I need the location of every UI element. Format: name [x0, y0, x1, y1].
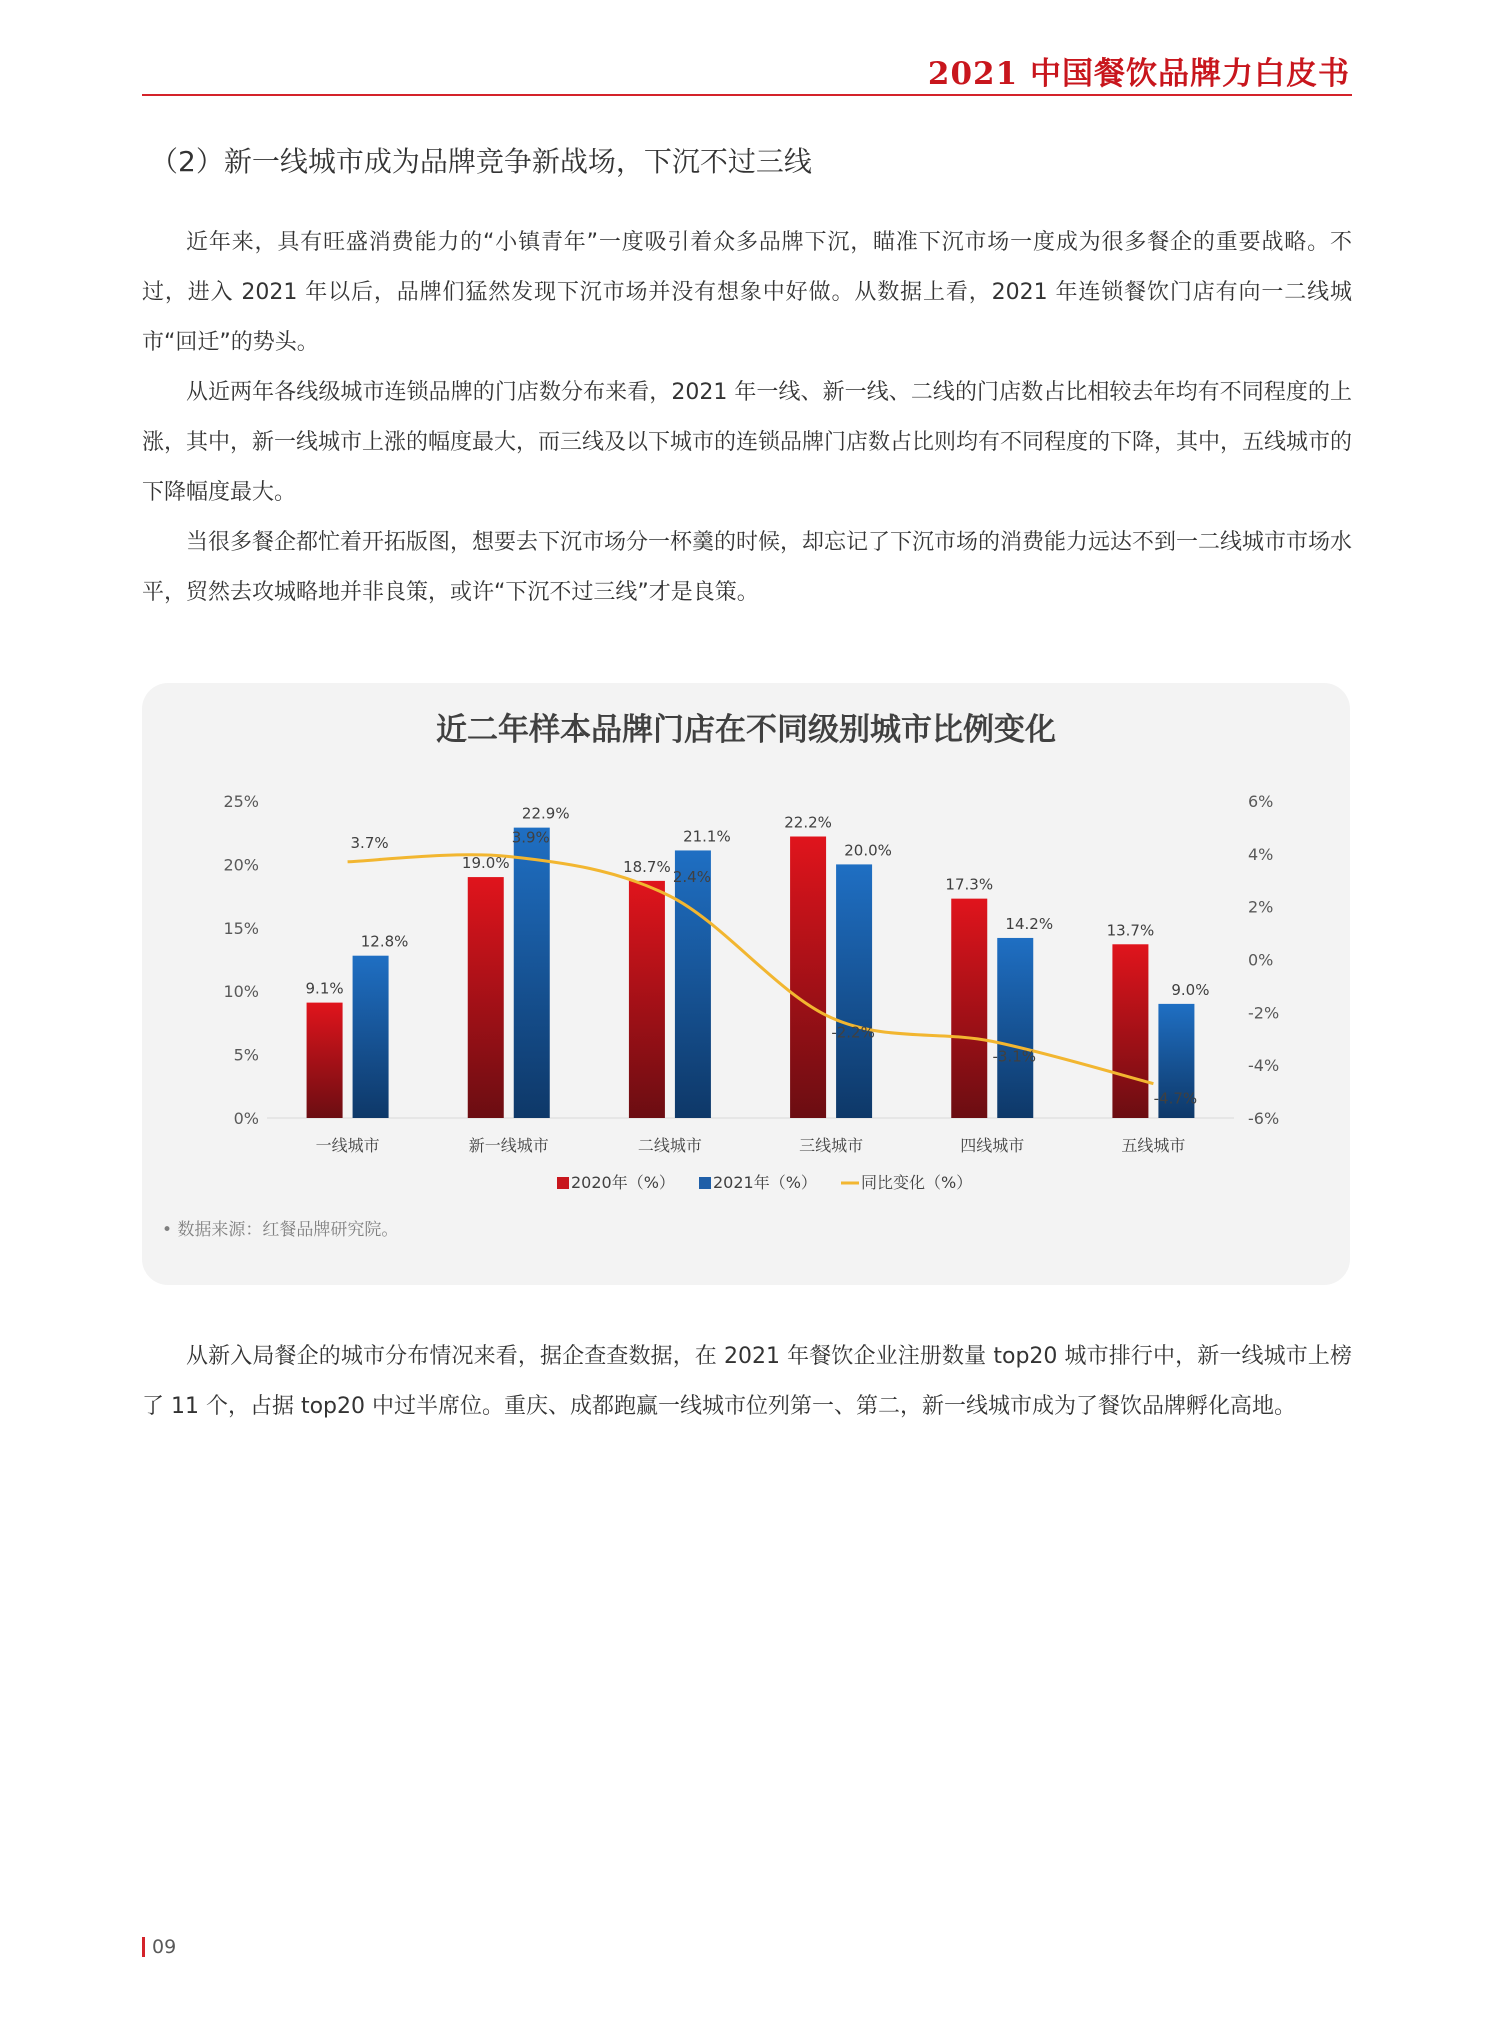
y-left-tick: 0%: [233, 1109, 259, 1128]
bar-2020: [468, 877, 504, 1118]
bar-label-2021: 12.8%: [360, 932, 409, 951]
paragraph-1: 近年来，具有旺盛消费能力的“小镇青年”一度吸引着众多品牌下沉，瞄准下沉市场一度成为很多餐企的重要战略。不过，进入 2021 年以后，品牌们猛然发现下沉市场并没有想象中好做。从数据上看，2021 年连锁餐饮门店有向一二线城市“回迁”的势头。: [142, 230, 1352, 355]
yoy-point-label: 2.4%: [672, 868, 711, 887]
y-right-tick: 2%: [1248, 897, 1274, 917]
bar-label-2021: 9.0%: [1171, 980, 1210, 999]
paragraph-2: 从近两年各线级城市连锁品牌的门店数分布来看，2021 年一线、新一线、二线的门店数占比相较去年均有不同程度的上涨，其中，新一线城市上涨的幅度最大，而三线及以下城市的连锁品牌门店数占比则均有不同程度的下降，其中，五线城市的下降幅度最大。: [142, 380, 1353, 505]
y-right-tick: 6%: [1248, 792, 1274, 811]
section-heading: （2）新一线城市成为品牌竞争新战场，下沉不过三线: [150, 145, 812, 178]
bar-2021: [353, 956, 389, 1118]
bar-label-2021: 21.1%: [683, 827, 731, 846]
bar-label-2020: 19.0%: [461, 854, 510, 873]
yoy-point-label: 3.9%: [511, 828, 550, 847]
bar-label-2020: 13.7%: [1106, 921, 1155, 940]
bar-label-2020: 22.2%: [784, 813, 832, 832]
bar-2020: [307, 1003, 343, 1118]
y-left-tick: 20%: [223, 855, 259, 875]
bar-label-2021: 20.0%: [844, 841, 892, 860]
y-left-tick: 15%: [223, 918, 259, 938]
bar-label-2021: 14.2%: [1005, 914, 1054, 933]
x-category-label: 二线城市: [637, 1136, 702, 1155]
x-category-label: 一线城市: [315, 1136, 380, 1155]
bar-label-2020: 17.3%: [945, 875, 994, 894]
store-distribution-chart: [142, 683, 1350, 1285]
y-left-tick: 10%: [223, 982, 259, 1002]
y-right-tick: -6%: [1248, 1109, 1280, 1128]
bar-2020: [790, 837, 826, 1118]
legend-label-yoy: 同比变化（%）: [861, 1173, 973, 1192]
bar-2020: [629, 881, 665, 1118]
x-category-label: 四线城市: [960, 1136, 1025, 1155]
paragraph-4: 从新入局餐企的城市分布情况来看，据企查查数据，在 2021 年餐饮企业注册数量 top20 城市排行中，新一线城市上榜了 11 个，占据 top20 中过半席位。重庆、成都跑赢一线城市位列第一、第二，新一线城市成为了餐饮品牌孵化高地。: [142, 1344, 1352, 1419]
yoy-point-label: -2.2%: [831, 1023, 875, 1042]
chart-card: [142, 683, 1350, 1285]
y-left-tick: 5%: [233, 1045, 259, 1065]
x-category-label: 新一线城市: [468, 1136, 549, 1155]
bar-label-2020: 18.7%: [623, 857, 671, 876]
x-category-label: 五线城市: [1121, 1136, 1186, 1155]
bar-label-2020: 9.1%: [305, 979, 344, 998]
bar-2021: [836, 864, 872, 1118]
bar-2021: [511, 828, 550, 1118]
legend-label-2021: 2021年（%）: [713, 1173, 817, 1192]
page-number: 09: [142, 1937, 176, 1957]
y-right-tick: -4%: [1248, 1056, 1280, 1076]
bar-2021: [997, 938, 1033, 1118]
chart-title: 近二年样本品牌门店在不同级别城市比例变化: [436, 712, 1056, 748]
paragraph-3: 当很多餐企都忙着开拓版图，想要去下沉市场分一杯羹的时候，却忘记了下沉市场的消费能力远达不到一二线城市市场水平，贸然去攻城略地并非良策，或许“下沉不过三线”才是良策。: [142, 530, 1353, 605]
source-bullet: •: [162, 1220, 178, 1240]
chart-source: [162, 1215, 398, 1240]
source-text: 数据来源：红餐品牌研究院。: [177, 1220, 399, 1240]
legend-swatch-2021: [699, 1177, 711, 1189]
legend-swatch-2020: [557, 1177, 569, 1189]
y-right-tick: -2%: [1248, 1003, 1280, 1023]
header-title: 2021 中国餐饮品牌力白皮书: [927, 56, 1350, 92]
y-right-tick: 0%: [1248, 950, 1274, 970]
header-rule: [142, 94, 1352, 96]
yoy-point-label: 3.7%: [350, 833, 389, 852]
yoy-point-label: -4.7%: [1153, 1089, 1198, 1108]
bar-label-2021: 22.9%: [521, 804, 570, 823]
bar-2020: [951, 899, 987, 1118]
x-category-label: 三线城市: [799, 1136, 864, 1155]
yoy-point-label: -3.1%: [992, 1047, 1037, 1066]
y-left-tick: 25%: [223, 792, 259, 811]
legend-label-2020: 2020年（%）: [571, 1173, 675, 1192]
y-right-tick: 4%: [1248, 844, 1274, 864]
bar-2021: [672, 850, 711, 1118]
bar-2020: [1112, 944, 1148, 1118]
